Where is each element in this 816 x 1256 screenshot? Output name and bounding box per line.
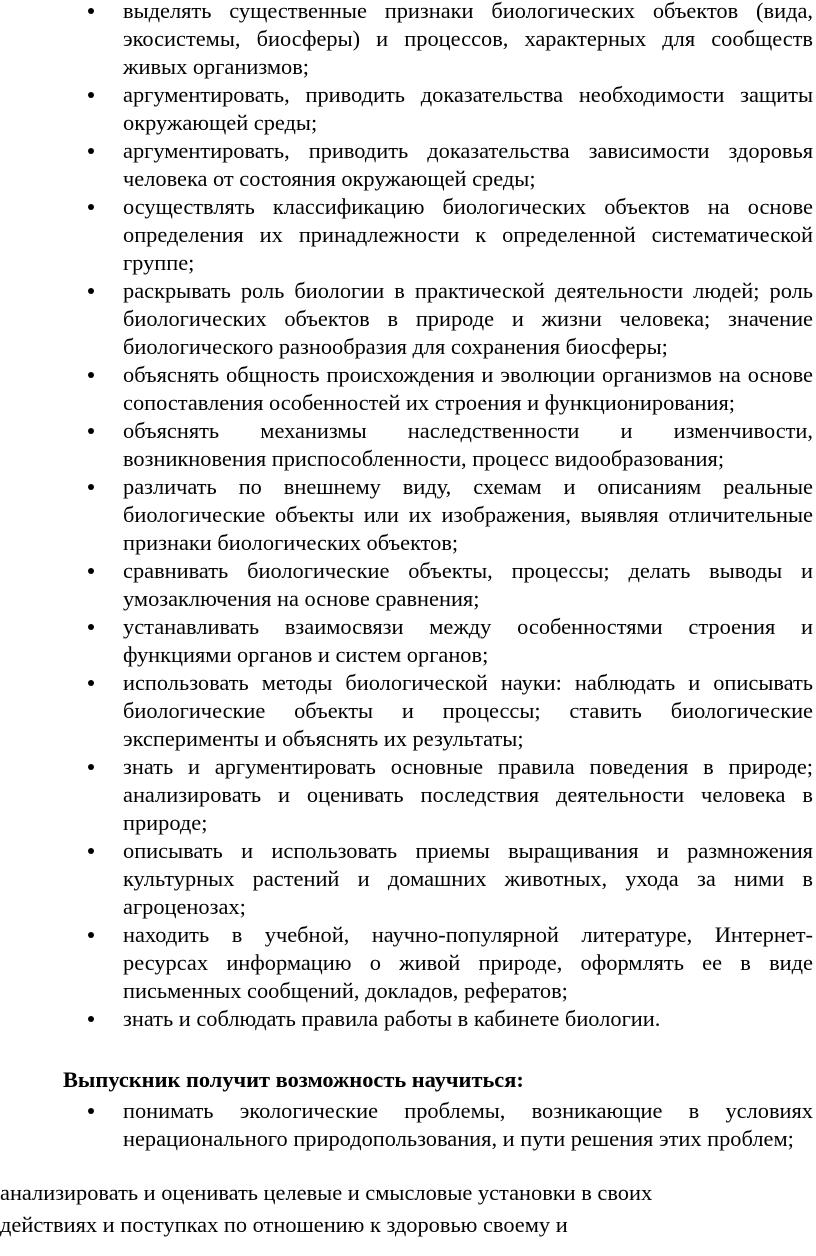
- bullet-icon: [88, 680, 94, 686]
- list-item: [0, 81, 816, 137]
- list-item: [0, 417, 816, 473]
- list-item-text: различать по внешнему виду, схемам и описаниям реальные биологические объекты или их изображения, выявляя отличительные признаки биологических объектов;: [123, 474, 813, 555]
- list-item: [0, 613, 816, 669]
- paragraph-line: действиях и поступках по отношению к здоровью своему и: [0, 1212, 568, 1237]
- bullet-icon: [88, 848, 94, 854]
- paragraph-line: анализировать и оценивать целевые и смысловые установки в своих: [0, 1180, 653, 1205]
- list-item: [0, 921, 816, 1005]
- list-item-text: объяснять общность происхождения и эволюции организмов на основе сопоставления особенностей их строения и функционирования;: [123, 362, 813, 415]
- list-item-text: использовать методы биологической науки: наблюдать и описывать биологические объекты и процессы; ставить биологические эксперименты и объяснять их результаты;: [123, 670, 813, 751]
- list-item-text: аргументировать, приводить доказательства необходимости защиты окружающей среды;: [123, 82, 813, 135]
- bullet-icon: [88, 372, 94, 378]
- list-item-text: объяснять механизмы наследственности и изменчивости, возникновения приспособленности, процесс видообразования;: [123, 418, 813, 471]
- list-item: [0, 137, 816, 193]
- bullet-icon: [88, 568, 94, 574]
- bullet-icon: [88, 148, 94, 154]
- list-item: [0, 753, 816, 837]
- list-item-text: аргументировать, приводить доказательства зависимости здоровья человека от состояния окружающей среды;: [123, 138, 813, 191]
- list-item: [0, 473, 816, 557]
- bullet-icon: [88, 764, 94, 770]
- bullet-icon: [88, 1108, 94, 1114]
- list-item: [0, 1005, 816, 1033]
- bullet-icon: [88, 1016, 94, 1022]
- bullet-icon: [88, 8, 94, 14]
- list-item-text: понимать экологические проблемы, возникающие в условиях нерационального природопользования, и пути решения этих проблем;: [123, 1098, 813, 1151]
- list-item: [0, 361, 816, 417]
- list-item: [0, 837, 816, 921]
- bullet-icon: [88, 932, 94, 938]
- list-item-text: находить в учебной, научно-популярной литературе, Интернет-ресурсах информацию о живой природе, оформлять ее в виде письменных сообщений, докладов, рефератов;: [123, 922, 813, 1003]
- list-item: [0, 557, 816, 613]
- bullet-icon: [88, 92, 94, 98]
- list-item-text: знать и аргументировать основные правила поведения в природе; анализировать и оценивать последствия деятельности человека в природе;: [123, 754, 813, 835]
- list-item: [0, 1097, 816, 1153]
- list-item-text: раскрывать роль биологии в практической деятельности людей; роль биологических объектов в природе и жизни человека; значение биологического разнообразия для сохранения биосферы;: [123, 278, 813, 359]
- list-item: [0, 0, 816, 81]
- bullet-icon: [88, 204, 94, 210]
- bullet-icon: [88, 288, 94, 294]
- list-item: [0, 277, 816, 361]
- section-heading: Выпускник получит возможность научиться:: [63, 1067, 524, 1092]
- list-item-text: знать и соблюдать правила работы в кабинете биологии.: [123, 1006, 661, 1031]
- list-item-text: сравнивать биологические объекты, процессы; делать выводы и умозаключения на основе сравнения;: [123, 558, 813, 611]
- list-item: [0, 193, 816, 277]
- opportunity-list: [0, 1097, 816, 1153]
- list-item-text: выделять существенные признаки биологических объектов (вида, экосистемы, биосферы) и процессов, характерных для сообществ живых организмов;: [123, 0, 813, 79]
- list-item-text: описывать и использовать приемы выращивания и размножения культурных растений и домашних животных, ухода за ними в агроценозах;: [123, 838, 813, 919]
- bullet-icon: [88, 428, 94, 434]
- bullet-icon: [88, 624, 94, 630]
- list-item-text: осуществлять классификацию биологических объектов на основе определения их принадлежности к определенной систематической группе;: [123, 194, 813, 275]
- bullet-icon: [88, 484, 94, 490]
- list-item-text: устанавливать взаимосвязи между особенностями строения и функциями органов и систем органов;: [123, 614, 813, 667]
- list-item: [0, 669, 816, 753]
